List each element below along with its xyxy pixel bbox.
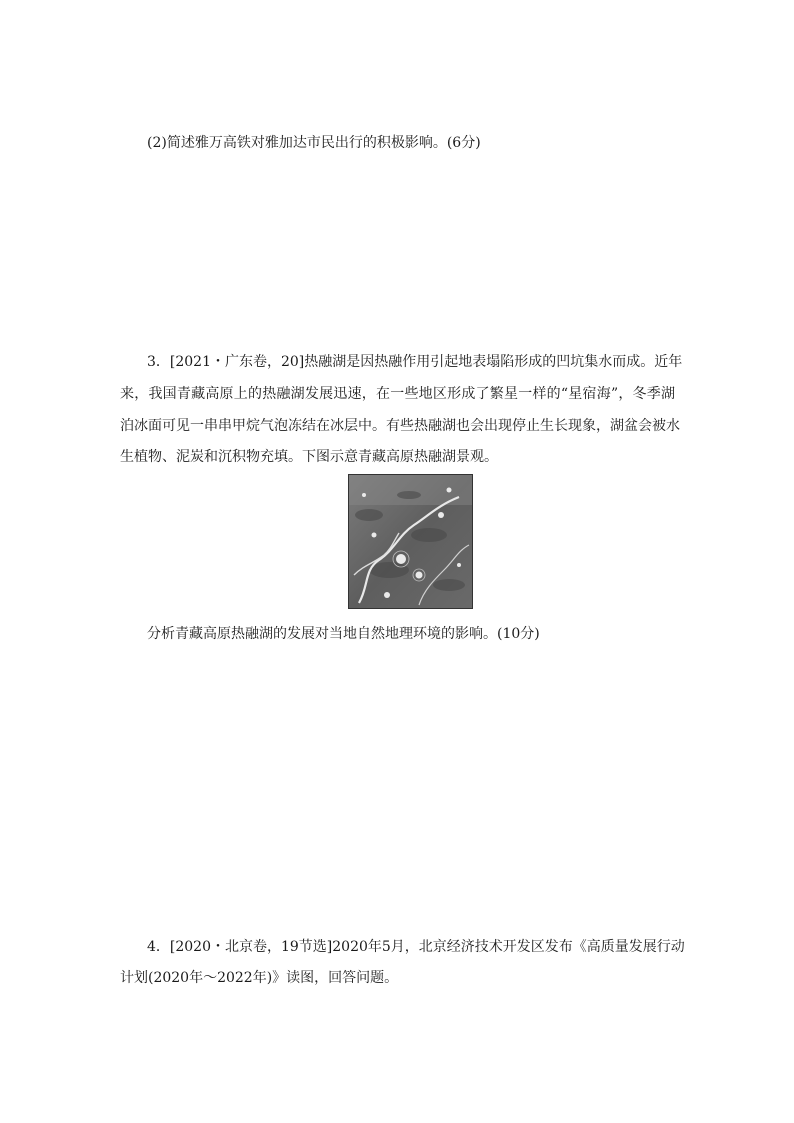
q4-stem-line-2: 计划(2020年～2022年)》读图，回答问题。 <box>120 970 399 986</box>
thermokarst-lake-photo-graphic <box>349 475 473 609</box>
q3-stem-line-1: 3．[2021・广东卷，20]热融湖是因热融作用引起地表塌陷形成的凹坑集水而成。近年 <box>147 354 683 370</box>
q4-stem-line-1: 4．[2020・北京卷，19节选]2020年5月，北京经济技术开发区发布《高质量发展行动 <box>147 939 685 955</box>
q3-stem-line-3: 泊冰面可见一串串甲烷气泡冻结在冰层中。有些热融湖也会出现停止生长现象，湖盆会被水 <box>120 418 680 434</box>
q3-stem-line-2: 来，我国青藏高原上的热融湖发展迅速，在一些地区形成了繁星一样的“星宿海”，冬季湖 <box>120 386 675 402</box>
q3-stem-line-4: 生植物、泥炭和沉积物充填。下图示意青藏高原热融湖景观。 <box>120 449 498 465</box>
thermokarst-lake-photo <box>348 474 473 609</box>
q2-subquestion: (2)简述雅万高铁对雅加达市民出行的积极影响。(6分) <box>147 135 481 151</box>
q3-question: 分析青藏高原热融湖的发展对当地自然地理环境的影响。(10分) <box>147 626 540 642</box>
